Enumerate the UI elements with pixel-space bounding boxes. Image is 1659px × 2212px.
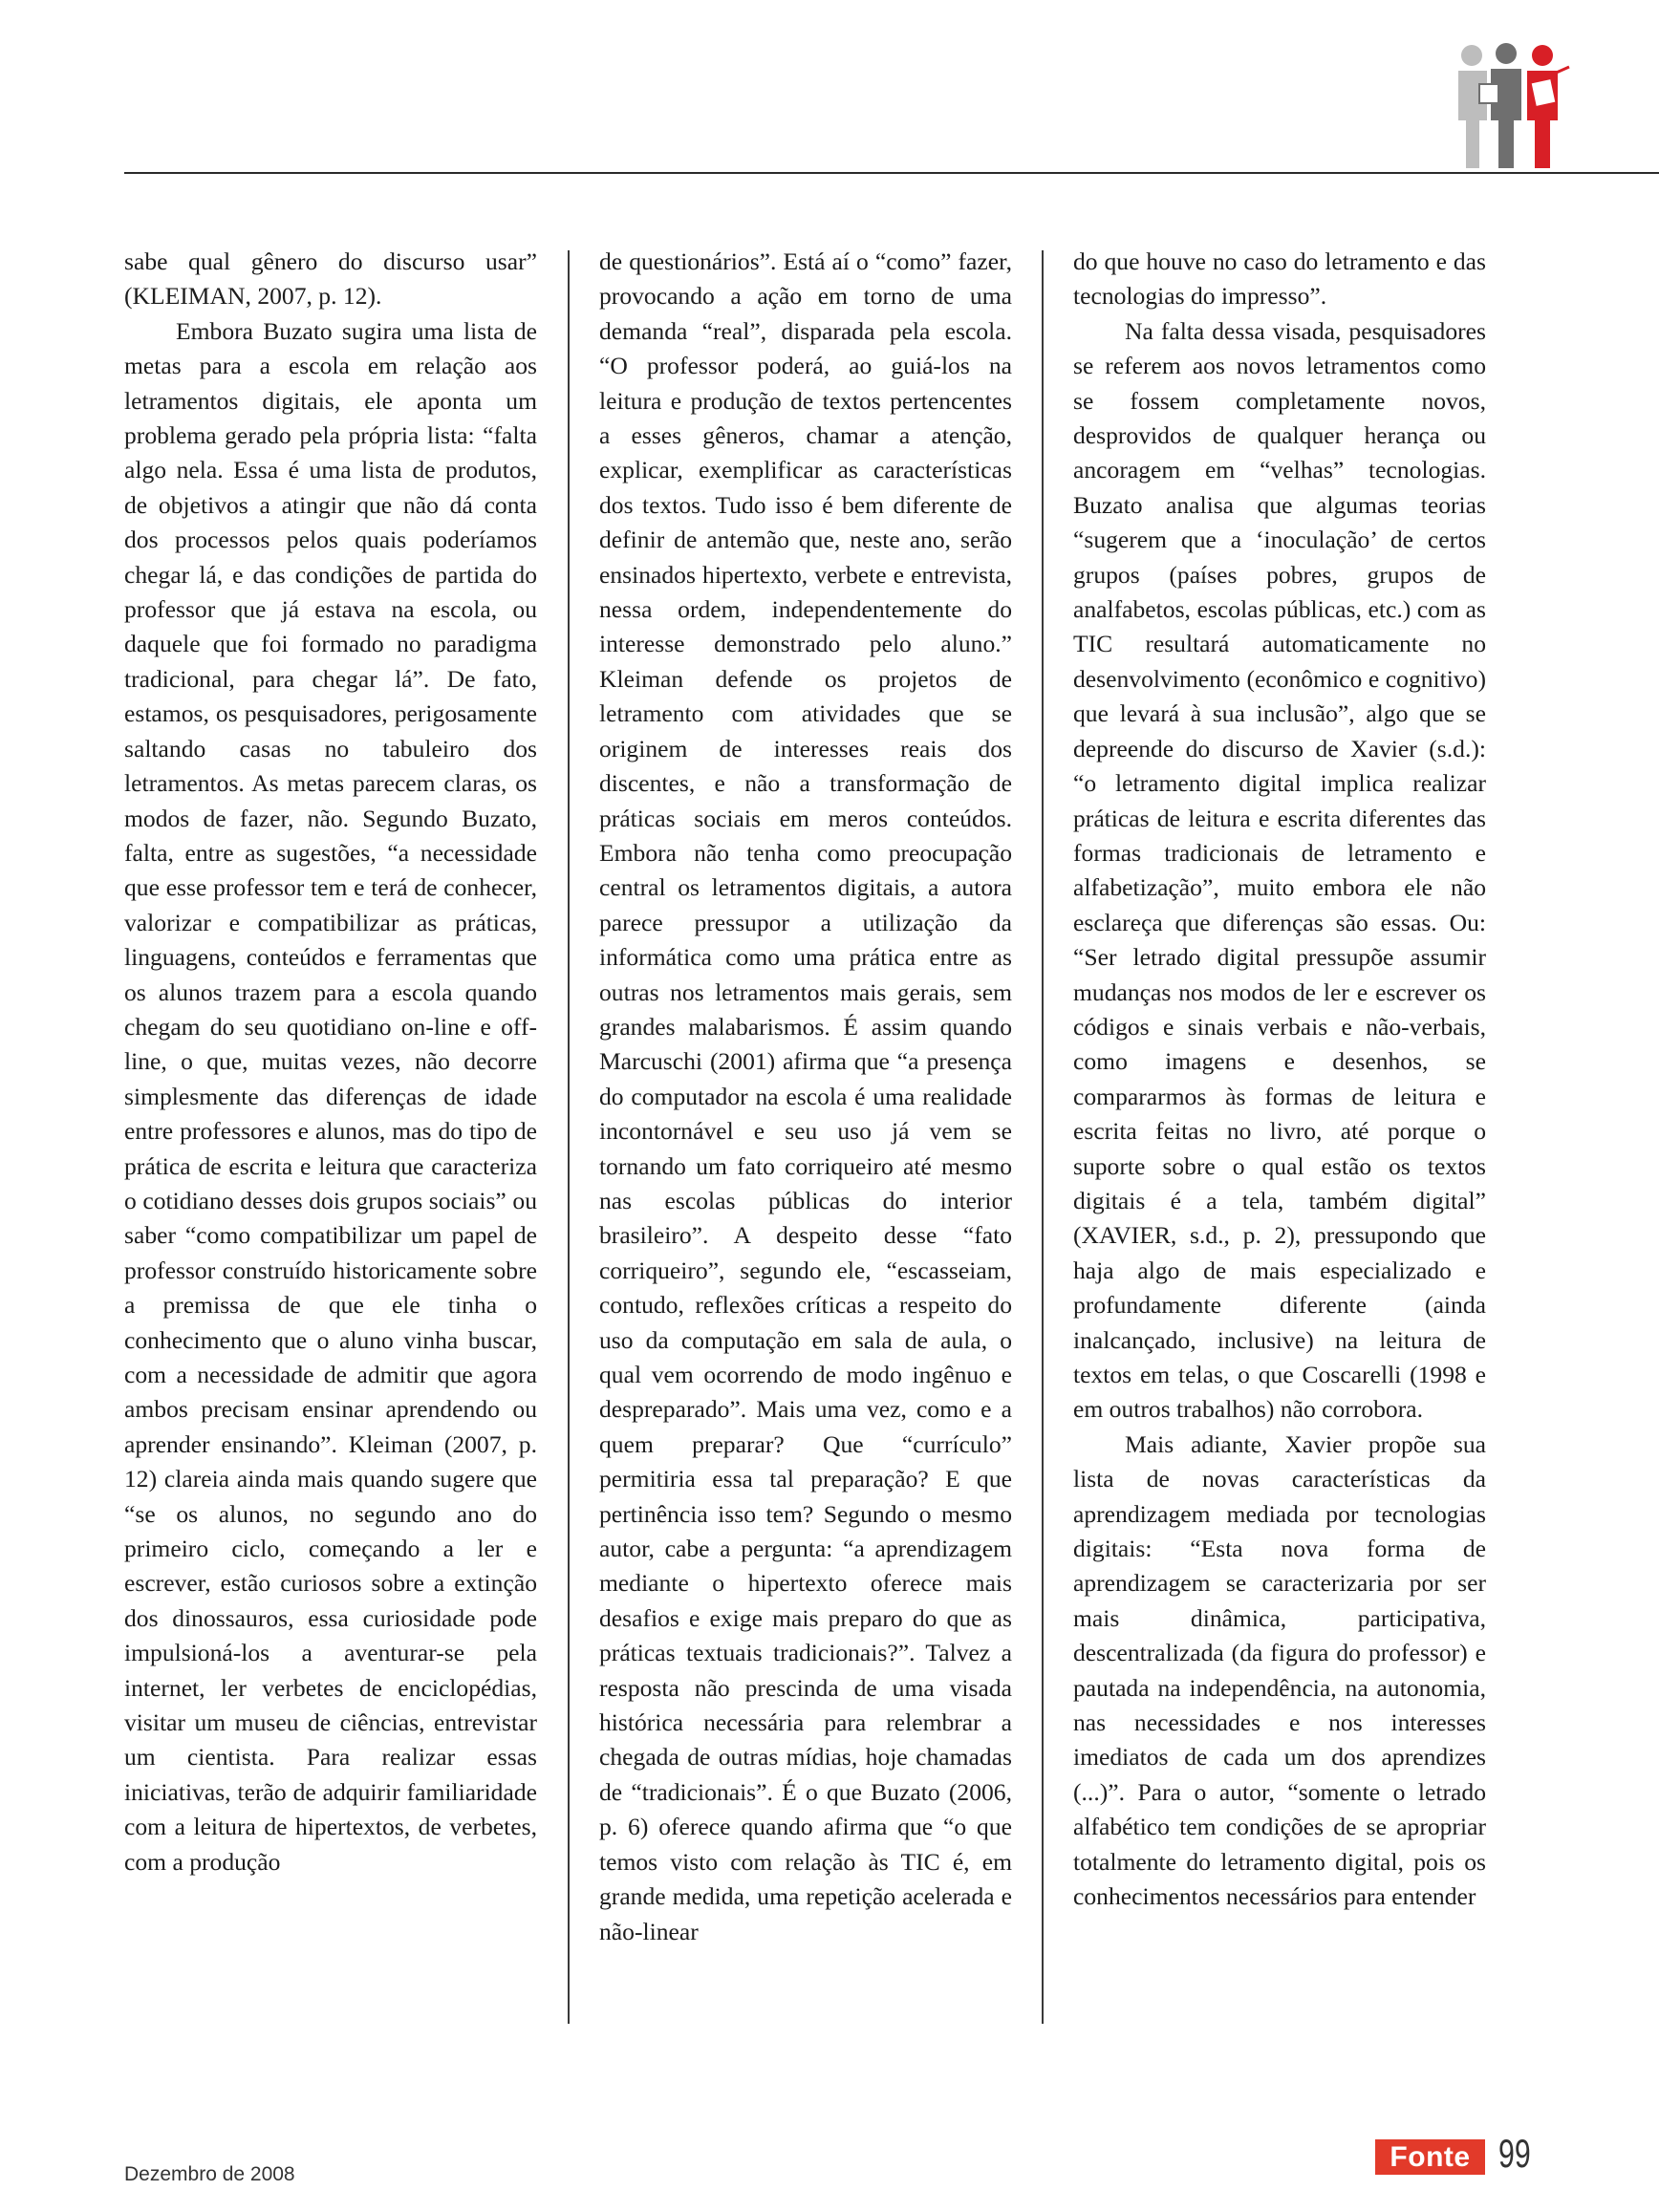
page-number: 99: [1498, 2131, 1531, 2176]
text-column-1: [124, 245, 537, 1879]
paragraph: Embora Buzato sugira uma lista de metas para a escola em relação aos letramentos digitais, ele aponta um problema gerado pela própria lista: “falta algo nela. Essa é uma lista de produtos, de objetivos a atingir que não dá conta dos processos pelos quais poderíamos chegar lá, e das condições de partida do professor que já estava na escola, ou daquele que foi formado no paradigma tradicional, para chegar lá”. De fato, estamos, os pesquisadores, perigosamente saltando casas no tabuleiro dos letramentos. As metas parecem claras, os modos de fazer, não. Segundo Buzato, falta, entre as sugestões, “a necessidade que esse professor tem e terá de conhecer, valorizar e compatibilizar as práticas, linguagens, conteúdos e ferramentas que os alunos trazem para a escola quando chegam do seu quotidiano on-line e off-line, o que, muitas vezes, não decorre simplesmente das diferenças de idade entre professores e alunos, mas do tipo de prática de escrita e leitura que caracteriza o cotidiano desses dois grupos sociais” ou saber “como compatibilizar um papel de professor construído historicamente sobre a premissa de que ele tinha o conhecimento que o aluno vinha buscar, com a necessidade de admitir que agora ambos precisam ensinar aprendendo ou aprender ensinando”. Kleiman (2007, p. 12) clareia ainda mais quando sugere que “se os alunos, no segundo ano do primeiro ciclo, começando a ler e escrever, estão curiosos sobre a extinção dos dinossauros, essa curiosidade pode impulsioná-los a aventurar-se pela internet, ler verbetes de enciclopédias, visitar um museu de ciências, entrevistar um cientista. Para realizar essas iniciativas, terão de adquirir familiaridade com a leitura de hipertextos, de verbetes, com a produção: [124, 316, 537, 1876]
text-column-3: [1073, 245, 1486, 1915]
header-rule: [124, 172, 1659, 174]
paragraph: sabe qual gênero do discurso usar” (KLEIMAN, 2007, p. 12).: [124, 247, 537, 311]
text-column-2: [599, 245, 1012, 1949]
paragraph: Na falta dessa visada, pesquisadores se referem aos novos letramentos como se fossem completamente novos, desprovidos de qualquer herança ou ancoragem em “velhas” tecnologias. Buzato analisa que algumas teorias “sugerem que a ‘inoculação’ de certos grupos (países pobres, grupos de analfabetos, escolas públicas, etc.) com as TIC resultará automaticamente no desenvolvimento (econômico e cognitivo) que levará à sua inclusão”, algo que se depreende do discurso de Xavier (s.d.): “o letramento digital implica realizar práticas de leitura e escrita diferentes das formas tradicionais de letramento e alfabetização”, muito embora ele não esclareça que diferenças são essas. Ou: “Ser letrado digital pressupõe assumir mudanças nos modos de ler e escrever os códigos e sinais verbais e não-verbais, como imagens e desenhos, se compararmos às formas de leitura e escrita feitas no livro, até porque o suporte sobre o qual estão os textos digitais é a tela, também digital” (XAVIER, s.d., p. 2), pressupondo que haja algo de mais especializado e profundamente diferente (ainda inalcançado, inclusive) na leitura de textos em telas, o que Coscarelli (1998 e em outros trabalhos) não corrobora.: [1073, 316, 1486, 1424]
column-divider: [568, 250, 570, 2024]
paragraph: de questionários”. Está aí o “como” fazer, provocando a ação em torno de uma demanda “real”, disparada pela escola. “O professor poderá, ao guiá-los na leitura e produção de textos pertencentes a esses gêneros, chamar a atenção, explicar, exemplificar as características dos textos. Tudo isso é bem diferente de definir de antemão que, neste ano, serão ensinados hipertexto, verbete e entrevista, nessa ordem, independentemente do interesse demonstrado pelo aluno.” Kleiman defende os projetos de letramento com atividades que se originem de interesses reais dos discentes, e não a transformação de práticas sociais em meros conteúdos. Embora não tenha como preocupação central os letramentos digitais, a autora parece pressupor a utilização da informática como uma prática entre as outras nos letramentos mais gerais, sem grandes malabarismos. É assim quando Marcuschi (2001) afirma que “a presença do computador na escola é uma realidade incontornável e seu uso já vem se tornando um fato corriqueiro até mesmo nas escolas públicas do interior brasileiro”. A despeito desse “fato corriqueiro”, segundo ele, “escasseiam, contudo, reflexões críticas a respeito do uso da computação em sala de aula, o qual vem ocorrendo de modo ingênuo e despreparado”. Mais uma vez, como e a quem preparar? Que “currículo” permitiria essa tal preparação? E que pertinência isso tem? Segundo o mesmo autor, cabe a pergunta: “a aprendizagem mediante o hipertexto oferece mais desafios e exige mais preparo do que as práticas textuais tradicionais?”. Talvez a resposta não prescinda de uma visada histórica necessária para relembrar a chegada de outras mídias, hoje chamadas de “tradicionais”. É o que Buzato (2006, p. 6) oferece quando afirma que “o que temos visto com relação às TIC é, em grande medida, uma repetição acelerada e não-linear: [599, 247, 1012, 1945]
magazine-brand-badge: [1375, 2139, 1485, 2175]
paragraph: Mais adiante, Xavier propõe sua lista de novas características da aprendizagem mediada por tecnologias digitais: “Esta nova forma de aprendizagem se caracterizaria por ser mais dinâmica, participativa, descentralizada (da figura do professor) e pautada na independência, na autonomia, nas necessidades e nos interesses imediatos de cada um dos aprendizes (...)”. Para o autor, “somente o letrado alfabético tem condições de se apropriar totalmente do letramento digital, pois os conhecimentos necessários para entender: [1073, 1429, 1486, 1911]
footer-date: Dezembro de 2008: [124, 2163, 295, 2185]
paragraph: do que houve no caso do letramento e das tecnologias do impresso”.: [1073, 247, 1486, 311]
column-divider: [1042, 250, 1044, 2024]
brand-name: Fonte: [1390, 2140, 1471, 2173]
three-people-icon: [1451, 42, 1573, 168]
